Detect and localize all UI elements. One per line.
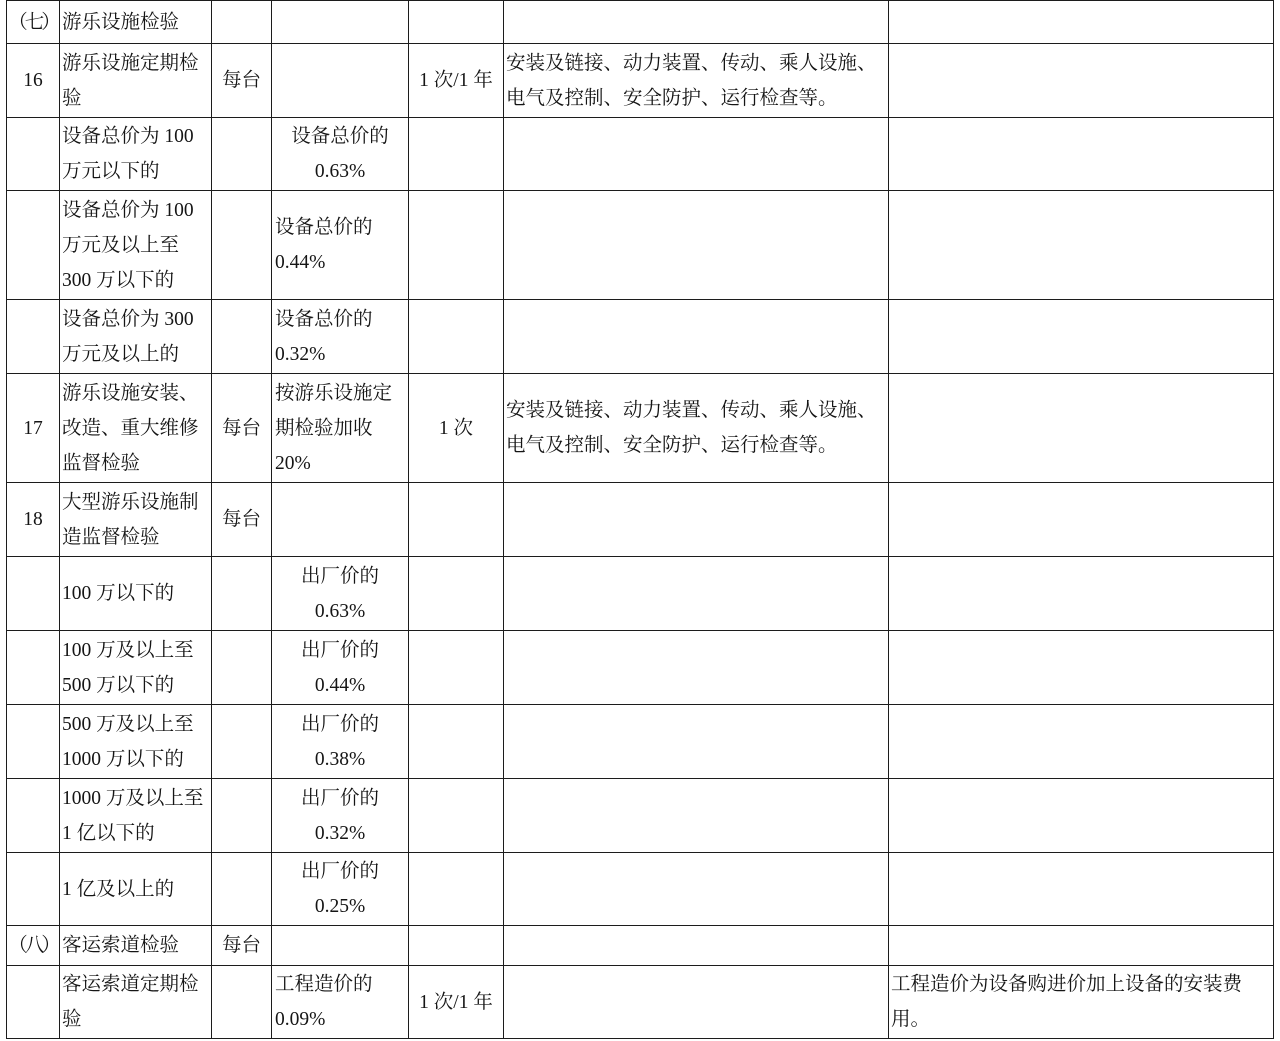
content-cell: [504, 300, 889, 374]
item-name: 设备总价为 300 万元及以上的: [62, 308, 194, 365]
unit-cell: [212, 557, 272, 631]
frequency-cell: [409, 705, 504, 779]
item-cell: [60, 631, 212, 705]
fee-cell: [272, 300, 409, 374]
remark-cell: [889, 374, 1274, 483]
frequency-cell: [409, 557, 504, 631]
frequency-cell: [409, 926, 504, 966]
section-number: （七）: [8, 11, 58, 33]
unit-cell: [212, 631, 272, 705]
inspection-frequency: 1 次: [438, 417, 474, 439]
unit-label: 每台: [221, 935, 261, 956]
item-cell: [60, 191, 212, 300]
remark-text: 工程造价为设备购进价加上设备的安装费用。: [891, 974, 1243, 1030]
fee-cell: [272, 779, 409, 853]
fee-cell: [272, 1, 409, 44]
frequency-cell: [409, 1, 504, 44]
remark-cell: [889, 705, 1274, 779]
fee-rate: 工程造价的0.09%: [275, 974, 373, 1030]
fee-cell: [272, 374, 409, 483]
inspection-content: 安装及链接、动力装置、传动、乘人设施、电气及控制、安全防护、运行检查等。: [506, 52, 877, 109]
frequency-cell: [409, 300, 504, 374]
unit-cell: [212, 483, 272, 557]
unit-cell: [212, 705, 272, 779]
unit-cell: [212, 44, 272, 118]
frequency-cell: [409, 483, 504, 557]
content-cell: [504, 191, 889, 300]
content-cell: [504, 779, 889, 853]
number-cell: [7, 118, 60, 191]
number-cell: [7, 779, 60, 853]
frequency-cell: [409, 853, 504, 926]
frequency-cell: [409, 44, 504, 118]
fee-rate: 设备总价的0.44%: [275, 217, 373, 273]
fee-cell: [272, 118, 409, 191]
unit-cell: [212, 300, 272, 374]
unit-label: 每台: [221, 509, 261, 530]
content-cell: [504, 374, 889, 483]
fee-cell: [272, 966, 409, 1039]
fee-cell: [272, 191, 409, 300]
content-cell: [504, 631, 889, 705]
item-name: 大型游乐设施制造监督检验: [62, 491, 199, 548]
item-name: 500 万及以上至 1000 万以下的: [62, 713, 194, 770]
fee-rate: 出厂价的0.25%: [300, 861, 379, 917]
inspection-frequency: 1 次/1 年: [419, 70, 493, 91]
item-cell: [60, 1, 212, 44]
content-cell: [504, 853, 889, 926]
frequency-cell: [409, 779, 504, 853]
unit-label: 每台: [221, 417, 261, 439]
item-name: 游乐设施定期检验: [62, 52, 199, 109]
item-name: 游乐设施安装、改造、重大维修监督检验: [62, 382, 199, 474]
content-cell: [504, 118, 889, 191]
item-cell: [60, 557, 212, 631]
fee-cell: [272, 483, 409, 557]
fee-rate: 按游乐设施定期检验加收20%: [275, 382, 393, 474]
number-cell: [7, 966, 60, 1039]
frequency-cell: [409, 374, 504, 483]
content-cell: [504, 1, 889, 44]
item-cell: [60, 705, 212, 779]
unit-cell: [212, 966, 272, 1039]
item-name: 1000 万及以上至 1 亿以下的: [62, 787, 204, 844]
unit-cell: [212, 1, 272, 44]
fee-cell: [272, 705, 409, 779]
section-number: （八）: [8, 935, 58, 956]
remark-cell: [889, 853, 1274, 926]
remark-cell: [889, 483, 1274, 557]
fee-cell: [272, 631, 409, 705]
inspection-frequency: 1 次/1 年: [419, 991, 493, 1013]
unit-cell: [212, 191, 272, 300]
fee-rate: 设备总价的0.63%: [291, 126, 389, 182]
item-name: 设备总价为 100 万元以下的: [62, 126, 194, 182]
fee-cell: [272, 926, 409, 966]
item-name: 100 万以下的: [62, 583, 175, 604]
unit-cell: [212, 374, 272, 483]
fee-rate: 出厂价的0.38%: [300, 713, 379, 770]
fee-cell: [272, 853, 409, 926]
item-name: 100 万及以上至 500 万以下的: [62, 639, 194, 696]
number-cell: [7, 853, 60, 926]
item-cell: [60, 300, 212, 374]
fee-cell: [272, 44, 409, 118]
item-name: 设备总价为 100 万元及以上至 300 万以下的: [62, 199, 194, 291]
item-number: 16: [23, 70, 43, 91]
number-cell: [7, 483, 60, 557]
number-cell: [7, 44, 60, 118]
item-cell: [60, 118, 212, 191]
item-cell: [60, 926, 212, 966]
fee-rate: 出厂价的0.44%: [300, 639, 379, 696]
number-cell: [7, 300, 60, 374]
unit-label: 每台: [221, 70, 261, 91]
content-cell: [504, 44, 889, 118]
inspection-content: 安装及链接、动力装置、传动、乘人设施、电气及控制、安全防护、运行检查等。: [506, 400, 877, 456]
remark-cell: [889, 300, 1274, 374]
item-name: 1 亿及以上的: [62, 878, 175, 900]
item-cell: [60, 966, 212, 1039]
remark-cell: [889, 118, 1274, 191]
frequency-cell: [409, 966, 504, 1039]
frequency-cell: [409, 191, 504, 300]
item-cell: [60, 779, 212, 853]
item-name: 客运索道定期检验: [62, 974, 199, 1030]
unit-cell: [212, 853, 272, 926]
remark-cell: [889, 631, 1274, 705]
item-cell: [60, 374, 212, 483]
number-cell: [7, 557, 60, 631]
fee-rate: 出厂价的0.63%: [300, 565, 379, 622]
number-cell: [7, 926, 60, 966]
fee-rate: 出厂价的0.32%: [300, 787, 379, 844]
remark-cell: [889, 966, 1274, 1039]
content-cell: [504, 557, 889, 631]
frequency-cell: [409, 118, 504, 191]
content-cell: [504, 966, 889, 1039]
frequency-cell: [409, 631, 504, 705]
item-number: 17: [23, 417, 43, 439]
item-cell: [60, 44, 212, 118]
remark-cell: [889, 926, 1274, 966]
fee-rate: 设备总价的0.32%: [275, 308, 373, 365]
unit-cell: [212, 926, 272, 966]
number-cell: [7, 374, 60, 483]
remark-cell: [889, 1, 1274, 44]
content-cell: [504, 483, 889, 557]
content-cell: [504, 926, 889, 966]
section-title: 游乐设施检验: [62, 11, 180, 33]
remark-cell: [889, 44, 1274, 118]
remark-cell: [889, 191, 1274, 300]
section-title: 客运索道检验: [62, 935, 180, 956]
item-cell: [60, 483, 212, 557]
number-cell: [7, 631, 60, 705]
item-number: 18: [23, 509, 43, 530]
unit-cell: [212, 779, 272, 853]
fee-cell: [272, 557, 409, 631]
number-cell: [7, 705, 60, 779]
item-cell: [60, 853, 212, 926]
number-cell: [7, 191, 60, 300]
unit-cell: [212, 118, 272, 191]
number-cell: [7, 1, 60, 44]
remark-cell: [889, 557, 1274, 631]
remark-cell: [889, 779, 1274, 853]
content-cell: [504, 705, 889, 779]
fee-schedule-table: [6, 0, 1274, 1039]
